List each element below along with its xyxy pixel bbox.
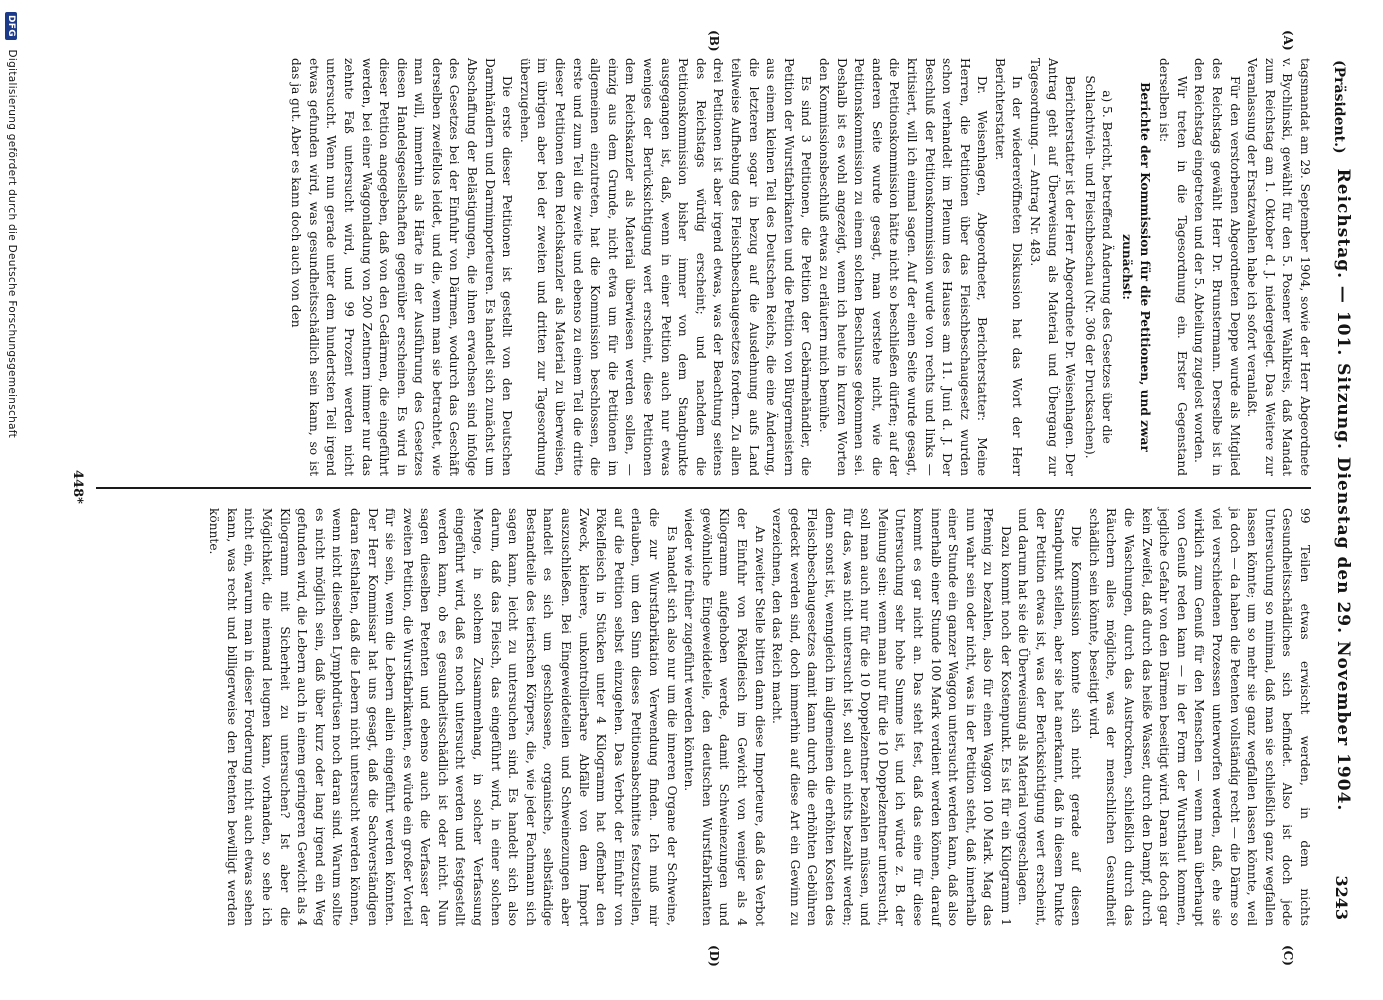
speech-paragraph: Dr. Weisenhagen, Abgeordneter, Berichterstatter: Meine Herren, die Petitionen über das Fleischbeschaugesetz wurden schon verhandelt im Plenum des Hauses am 11. Juni d. J. Der Beschluß der Petitionskommission wurde von rechts und links — kritisiert, will ich einmal sagen. Auf der einen Seite wurde gesagt, die Petitionskommission hätte nicht so beschließen dürfen; auf der anderen Seite wurde gesagt, man verstehe nicht, wie die Petitionskommission zu einem solchen Beschlusse gekommen sei. Deshalb ist es wohl angezeigt, wenn ich heute in kurzen Worten den Kommissionsbeschluß etwas zu erläutern mich bemühe. <box>816 58 990 476</box>
paragraph: Es sind 3 Petitionen, die Petition der Gebärmehändler, die Petition der Wurstfabrikanten und die Petition von Bürgermeistern aus einem kleinen Teil des Deutschen Reichs, die eine Änderung, die letzteren sogar in bezug auf die Ausdehnung aufs Land teilweise Aufhebung des Fleischbeschaugesetzes fordern. Zu allen drei Petitionen ist aber irgend etwas, was der Beachtung seitens des Reichstags würdig erscheint; und nachdem die Petitionskommission bisher immer von dem Standpunkte ausgegangen ist, daß, wenn in einer Petition auch nur etwas weniges der Berücksichtigung wert erscheint, diese Petitionen dem Reichskanzler als Material überwiesen werden sollen, — einzig aus dem Grunde, nicht etwa um für die Petitionen im allgemeinen einzutreten, hat die Kommission beschlossen, die erste und zum Teil die zweite und ebenso zu einem Teil die dritte dieser Petitionen dem Reichskanzler als Material zu überweisen, im übrigen aber bei der zweiten und dritten zur Tagesordnung überzugehen. <box>517 58 814 476</box>
margin-mark-c: (C) <box>1281 945 1295 966</box>
paragraph: In der wiedereröffneten Diskussion hat das Wort der Herr Berichterstatter. <box>992 58 1025 476</box>
paragraph: Für den verstorbenen Abgeordneten Deppe wurde als Mitglied des Reichstags gewählt Herr Dr. Brunstermann. Derselbe ist in den Reichstag eingetreten und der 5. Abteilung zugelost worden. <box>1192 58 1242 476</box>
margin-mark-b: (B) <box>707 30 721 52</box>
sheet-number: 448* <box>70 470 85 504</box>
credit-text: Digitalisierung gefördert durch die Deutsche Forschungsgemeinschaft <box>6 49 18 439</box>
agenda-item: a) 5. Bericht, betreffend Änderung des Gesetzes über die Schlachtvieh- und Fleischbeschau (Nr. 306 der Drucksachen). <box>1082 75 1115 459</box>
page-header <box>1325 60 1355 920</box>
margin-mark-a: (A) <box>1281 30 1295 51</box>
paragraph: Die erste dieser Petitionen ist gestellt von den Deutschen Darmhändlern und Darmimporteuren. Es handelt sich zunächst um Abschaffung der Belästigungen, die ihnen erwachsen sind infolge des Gesetzes bei der Einfuhr von Därmen, wodurch das Geschäft derselben zweifellos leidet, und die, wenn man sie betrachtet, wie man will, immerhin als Härte in der Ausführung des Gesetzes diesen Handelsgesellschaften gegenüber erscheinen. Es wird in dieser Petition angegeben, daß von den Gedärmen, die eingeführt werden, bei einer Waggonladung von 200 Zentnern immer nur das zehnte Faß untersucht wird, und 99 Prozent werden nicht untersucht. Wenn nun gerade unter dem hundertsten Teil irgend etwas gefunden wird, was gesundheitsschädlich sein kann, so ist das ja gut. Aber es kann doch auch von den <box>289 58 515 476</box>
page-number: 3243 <box>1332 875 1351 920</box>
paragraph: tagsmandat am 29. September 1904, sowie der Herr Abgeordnete v. Bychlinski, gewählt für den 5. Posener Wahlkreis, daß Mandat zum Reichstag am 1. Oktober d. J. niedergelegt. Das Weitere zur Veranlassung der Ersatzwahlen habe ich sofort veranlaßt. <box>1245 58 1312 476</box>
paragraph: Die Kommission konnte sich nicht gerade auf diesen Standpunkt stellen, aber sie hat anerkannt, daß in diesem Punkte der Petition etwas ist, was der Berücksichtigung wert erscheint, und darum hat sie die Überweisung als Material vorgeschlagen. <box>1016 508 1084 926</box>
paragraph: Es handelt sich also nur um die inneren Organe der Schweine, die zur Wurstfabrikation Verwendung finden. Ich muß mir erlauben, um den Sinn dieses Petitionsabschnittes festzustellen, auf die Petition selbst einzugehen. Das Verbot der Einfuhr von Pökelfleisch in Stücken unter 4 Kilogramm hat offenbar den Zweck, kleinere, unkontrollierbare Abfälle von dem Import auszuschließen. Bei Eingeweideteilen und Schweinezungen aber handelt es sich um geschlossene, organische, selbständige Bestandteile des tierischen Körpers, die, wie jeder Fachmann sich sagen kann, leicht zu untersuchen sind. Es handelt sich also darum, daß das Fleisch, das eingeführt wird, in einer solchen Menge, in solchem Zusammenhang, in solcher Verfassung eingeführt wird, daß es noch untersucht werden und festgestellt werden kann, ob es gesundheitsschädlich ist oder nicht. Nun sagen dieselben Petenten und ebenso auch die Verfasser der zweiten Petition, die Wurstfabrikanten, es würde ein großer Vorteil für sie sein, wenn die Lebern allein eingeführt werden könnten. Der Herr Kommissar hat uns gesagt, daß die Sachverständigen daran festhalten, daß die Lebern nicht untersucht werden können, wenn nicht dieselben Lymphdrüsen noch daran sind. Warum sollte es nicht möglich sein, daß über kurz oder lang irgend ein Weg gefunden wird, die Lebern auch in einem geringeren Gewicht als 4 Kilogramm mit Sicherheit zu untersuchen? Ist aber die Möglichkeit, die niemand leugnen kann, vorhanden, so sehe ich nicht ein, warum man in dieser Forderung nicht auch etwas sehen kann, was recht und billigerweise den Petenten bewilligt werden könnte. <box>207 508 679 926</box>
right-column <box>93 508 1313 926</box>
column-divider <box>96 487 1311 489</box>
header-title: Reichstag. — 101. Sitzung. Dienstag den 29. November 1904. <box>1333 168 1353 812</box>
paragraph: 99 Teilen etwas erwischt werden, in dem nichts Gesundheitsschädliches sich befindet. Also ist doch jede Untersuchung so minimal, daß man sie schließlich ganz wegfallen lassen könnte; um so mehr sie ganz wegfallen lassen könnte, weil ja doch — da haben die Petenten vollständig recht — die Därme so viel verschiedenen Prozessen unterworfen werden, daß, ehe sie wirklich zum Genuß für den Menschen — wenn man überhaupt von Genuß reden kann — in der Form der Wursthaut kommen, jegliche Gefahr von den Därmen beseitigt wird. Daran ist doch gar kein Zweifel, daß durch das heiße Wasser, durch den Dampf, durch die Waschungen, durch das Austrocknen, schließlich durch das Räuchern alles mögliche, was der menschlichen Gesundheit schädlich sein könnte, beseitigt wird. <box>1086 508 1312 926</box>
paragraph: Berichterstatter ist der Herr Abgeordnete Dr. Weisenhagen. Der Antrag geht auf Überweisung als Material und Übergang zur Tagesordnung. — Antrag Nr. 483. <box>1028 58 1078 476</box>
agenda-heading: Berichte der Kommission für die Petitionen, und zwar zunächst: <box>1120 82 1152 452</box>
paragraph: An zweiter Stelle bitten dann diese Importeure, daß das Verbot der Einfuhr von Pökelfleisch im Gewicht von weniger als 4 Kilogramm aufgehoben werde, damit Schweinezungen und gewöhnliche Eingeweideteile, den deutschen Wurstfabrikanten wieder wie früher zugeführt werden könnten. <box>682 508 767 926</box>
paragraph: Wir treten in die Tagesordnung ein. Erster Gegenstand derselben ist: <box>1157 58 1189 476</box>
left-column <box>93 58 1313 476</box>
digitization-credit <box>2 12 18 992</box>
dfg-logo: DFG <box>5 12 17 40</box>
margin-mark-d: (D) <box>707 945 721 967</box>
header-speaker: (Präsident.) <box>1331 60 1347 154</box>
paragraph: Dazu kommt noch der Kostenpunkt. Es ist für ein Kilogramm 1 Pfennig zu bezahlen, also für einen Waggon 100 Mark. Mag das nun wahr sein oder nicht, was in der Petition steht, daß innerhalb einer Stunde ein ganzer Waggon untersucht werden kann, daß also innerhalb einer Stunde 100 Mark verdient werden können, darauf kommt es gar nicht an. Das steht fest, daß das eine für diese Untersuchung sehr hohe Summe ist, und ich würde z. B. der Meinung sein: wenn man nur für die 10 Doppelzentner untersucht, soll man auch nur für die 10 Doppelzentner bezahlen müssen, und für das, was nicht untersucht ist, soll auch nichts bezahlt werden; denn sonst ist, wenngleich im allgemeinen die erhöhten Kosten des Fleischbeschaugesetzes damit kann durch die erhöhten Gebühren gedeckt werden sind, doch immerhin auf diese Art ein Gewinn zu verzeichnen, den das Reich macht. <box>770 508 1013 926</box>
